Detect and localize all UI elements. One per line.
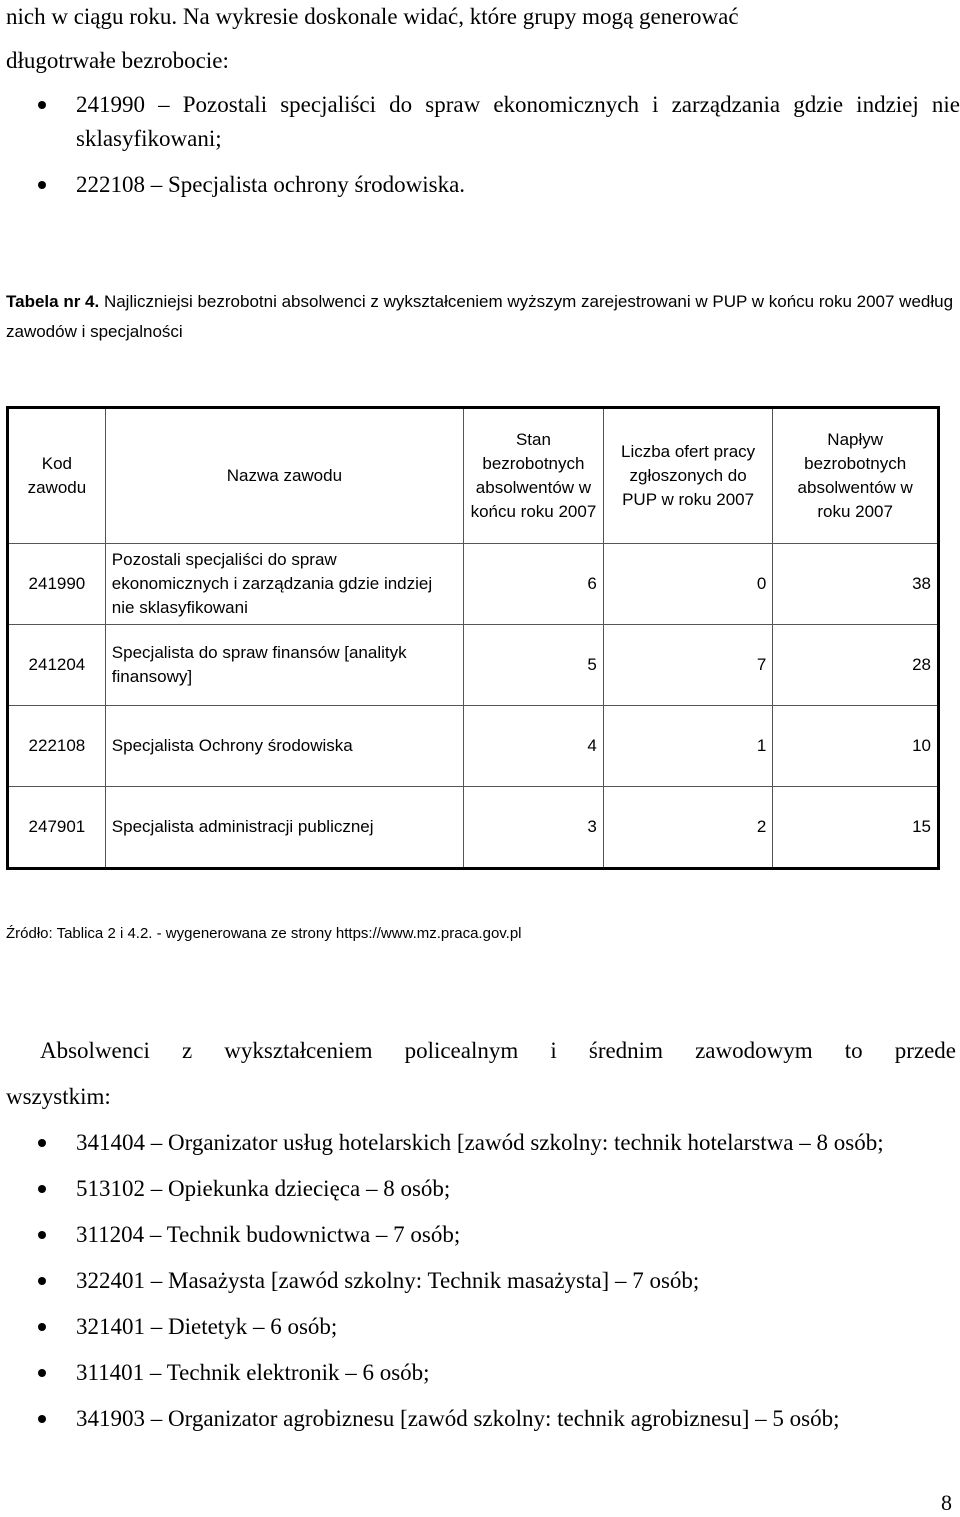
list-item — [0, 1126, 960, 1160]
cell-oferty: 7 — [603, 625, 773, 706]
bullet-icon — [38, 1185, 46, 1193]
cell-naplyw: 28 — [773, 625, 939, 706]
list-item-text: 311401 – Technik elektronik – 6 osób; — [76, 1360, 430, 1385]
cell-naplyw: 15 — [773, 787, 939, 869]
list-item-text: 321401 – Dietetyk – 6 osób; — [76, 1314, 338, 1339]
cell-oferty: 1 — [603, 706, 773, 787]
list-item — [0, 1172, 960, 1206]
list-item-text: 222108 – Specjalista ochrony środowiska. — [76, 172, 466, 197]
intro-line-1: nich w ciągu roku. Na wykresie doskonale widać, które grupy mogą generować — [6, 4, 739, 29]
page-number: 8 — [941, 1490, 952, 1515]
bullet-icon — [38, 101, 46, 109]
bullet-icon — [38, 1277, 46, 1285]
list-item-text: 241990 – Pozostali specjaliści do spraw ekonomicznych i zarządzania gdzie indziej nie sklasyfikowani; — [76, 92, 960, 151]
list-item-text: 341903 – Organizator agrobiznesu [zawód szkolny: technik agrobiznesu] – 5 osób; — [76, 1406, 840, 1431]
table-row — [8, 706, 939, 787]
data-table — [6, 406, 940, 870]
list-item — [0, 88, 960, 156]
cell-name: Pozostali specjaliści do spraw ekonomicznych i zarządzania gdzie indziej nie sklasyfikowani — [105, 544, 463, 625]
cell-code: 247901 — [8, 787, 106, 869]
cell-stan: 4 — [464, 706, 604, 787]
header-stan: Stan bezrobotnych absolwentów w końcu roku 2007 — [464, 408, 604, 544]
cell-name: Specjalista administracji publicznej — [105, 787, 463, 869]
list-item — [0, 1264, 960, 1298]
cell-name: Specjalista Ochrony środowiska — [105, 706, 463, 787]
list-item — [0, 1356, 960, 1390]
table-row — [8, 787, 939, 869]
list-item — [0, 1402, 960, 1436]
cell-naplyw: 38 — [773, 544, 939, 625]
bullet-icon — [38, 1415, 46, 1423]
cell-stan: 5 — [464, 625, 604, 706]
table-caption — [6, 287, 956, 347]
cell-code: 241990 — [8, 544, 106, 625]
bullet-icon — [38, 1323, 46, 1331]
paragraph-2-line-1: Absolwenci z wykształceniem policealnym i średnim zawodowym to przede — [40, 1038, 956, 1063]
caption-text: Najliczniejsi bezrobotni absolwenci z wykształceniem wyższym zarejestrowani w PUP w końcu roku 2007 według zawodów i specjalności — [6, 292, 954, 341]
bullet-icon — [38, 1369, 46, 1377]
bullet-list-top — [0, 88, 960, 214]
cell-code: 241204 — [8, 625, 106, 706]
cell-oferty: 0 — [603, 544, 773, 625]
bullet-icon — [38, 1139, 46, 1147]
table-row — [8, 544, 939, 625]
cell-name: Specjalista do spraw finansów [analityk finansowy] — [105, 625, 463, 706]
table-row — [8, 625, 939, 706]
cell-oferty: 2 — [603, 787, 773, 869]
header-oferty: Liczba ofert pracy zgłoszonych do PUP w roku 2007 — [603, 408, 773, 544]
list-item — [0, 1310, 960, 1344]
cell-code: 222108 — [8, 706, 106, 787]
list-item — [0, 168, 960, 202]
header-nazwa: Nazwa zawodu — [105, 408, 463, 544]
bullet-icon — [38, 1231, 46, 1239]
list-item-text: 311204 – Technik budownictwa – 7 osób; — [76, 1222, 461, 1247]
bullet-list-bottom — [0, 1126, 960, 1448]
header-naplyw: Napływ bezrobotnych absolwentów w roku 2007 — [773, 408, 939, 544]
bullet-icon — [38, 181, 46, 189]
cell-stan: 6 — [464, 544, 604, 625]
table-source: Źródło: Tablica 2 i 4.2. - wygenerowana ze strony https://www.mz.praca.gov.pl — [6, 925, 522, 942]
paragraph-2-line-2: wszystkim: — [6, 1084, 111, 1109]
list-item-text: 341404 – Organizator usług hotelarskich [zawód szkolny: technik hotelarstwa – 8 osób; — [76, 1130, 884, 1155]
cell-stan: 3 — [464, 787, 604, 869]
cell-naplyw: 10 — [773, 706, 939, 787]
list-item — [0, 1218, 960, 1252]
header-kod: Kod zawodu — [8, 408, 106, 544]
list-item-text: 513102 – Opiekunka dziecięca – 8 osób; — [76, 1176, 451, 1201]
list-item-text: 322401 – Masażysta [zawód szkolny: Technik masażysta] – 7 osób; — [76, 1268, 700, 1293]
table-header-row — [8, 408, 939, 544]
intro-line-2: długotrwałe bezrobocie: — [6, 48, 229, 73]
caption-label: Tabela nr 4. — [6, 292, 100, 311]
